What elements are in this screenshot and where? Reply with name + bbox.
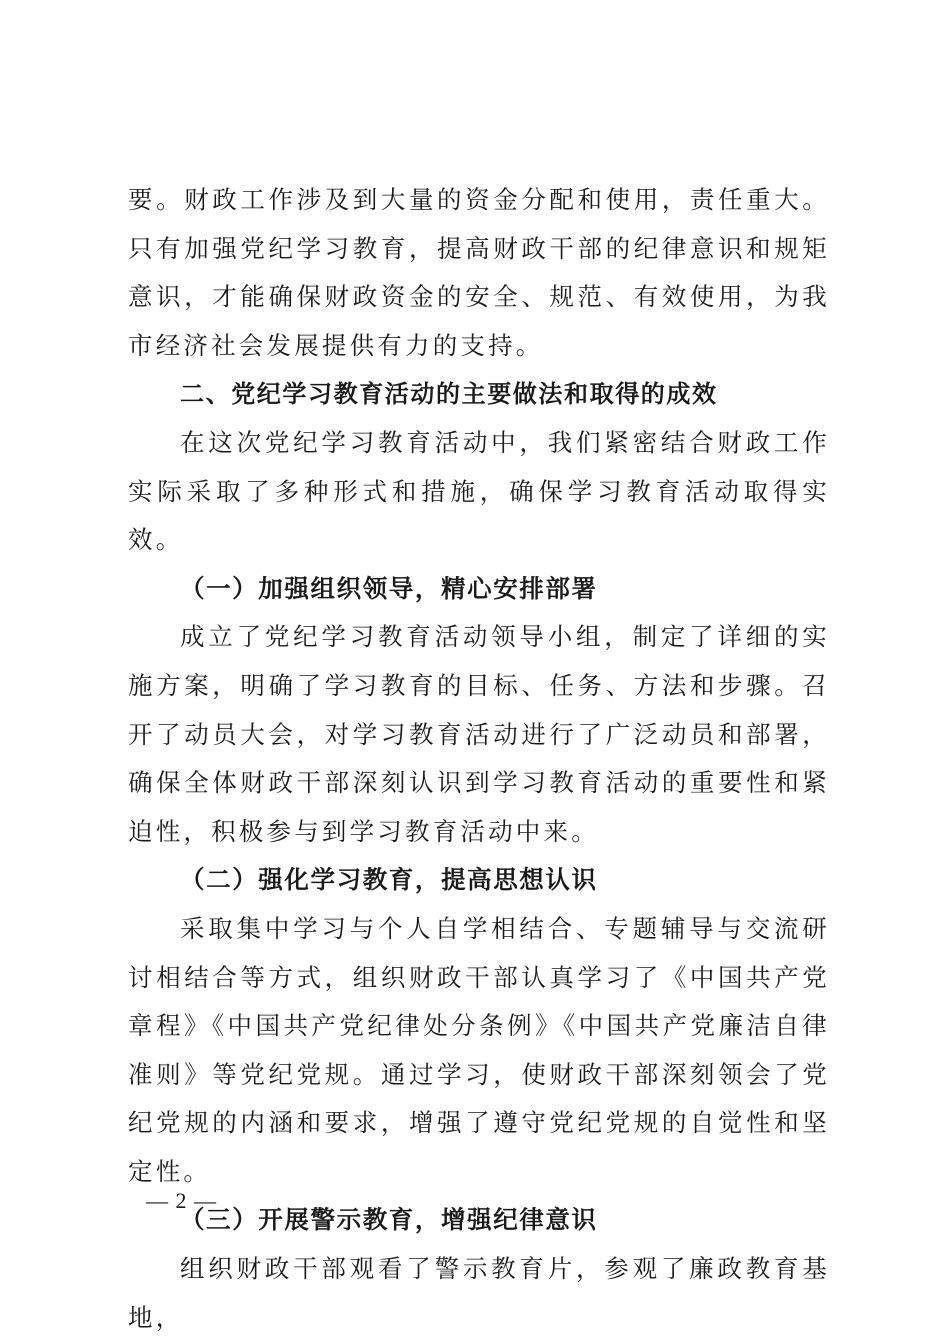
document-body: [128, 176, 830, 1342]
subsection-heading: （一）加强组织领导，精心安排部署: [180, 573, 598, 603]
body-paragraph: 成立了党纪学习教育活动领导小组，制定了详细的实施方案，明确了学习教育的目标、任务、方法和步骤。召开了动员大会，对学习教育活动进行了广泛动员和部署，确保全体财政干部深刻认识到学习教育活动的重要性和紧迫性，积极参与到学习教育活动中来。: [128, 622, 830, 846]
body-paragraph: 在这次党纪学习教育活动中，我们紧密结合财政工作实际采取了多种形式和措施，确保学习教育活动取得实效。: [128, 427, 830, 555]
body-paragraph-continued: 要。财政工作涉及到大量的资金分配和使用，责任重大。只有加强党纪学习教育，提高财政干部的纪律意识和规矩意识，才能确保财政资金的安全、规范、有效使用，为我市经济社会发展提供有力的支持。: [128, 185, 830, 360]
body-paragraph: 组织财政干部观看了警示教育片，参观了廉政教育基地，: [128, 1254, 830, 1332]
section-heading: 二、党纪学习教育活动的主要做法和取得的成效: [180, 380, 718, 409]
body-paragraph: 采取集中学习与个人自学相结合、专题辅导与交流研讨相结合等方式，组织财政干部认真学习了《中国共产党章程》《中国共产党纪律处分条例》《中国共产党廉洁自律准则》等党纪党规。通过学习，使财政干部深刻领会了党纪党规的内涵和要求，增强了遵守党纪党规的自觉性和坚定性。: [128, 913, 830, 1186]
subsection-heading: （三）开展警示教育，增强纪律意识: [180, 1205, 598, 1235]
page-number: — 2 —: [146, 1188, 217, 1213]
subsection-heading: （二）强化学习教育，提高思想认识: [180, 865, 598, 895]
